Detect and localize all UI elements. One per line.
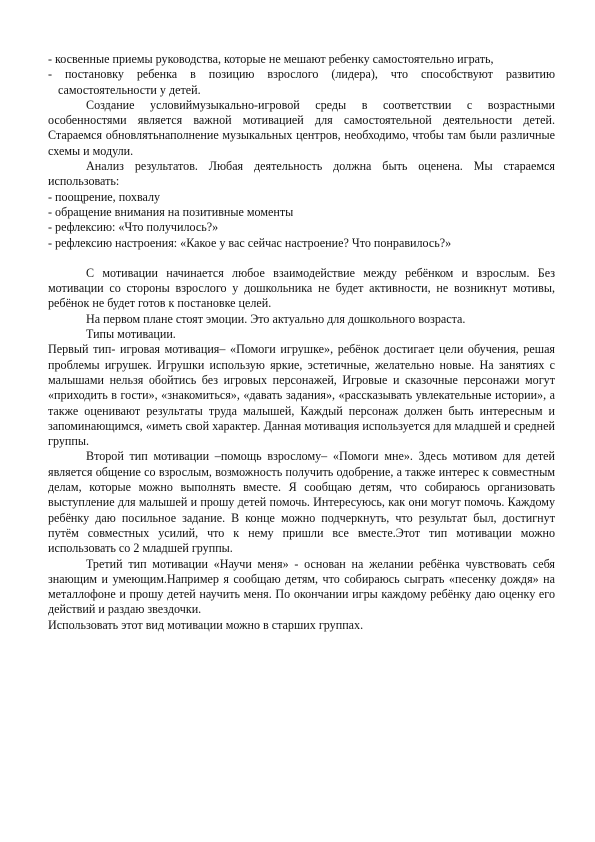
list-item: - рефлексию настроения: «Какое у вас сейчас настроение? Что понравилось?» — [48, 235, 452, 250]
list-item: - косвенные приемы руководства, которые не мешают ребенку самостоятельно играть, — [48, 52, 494, 66]
paragraph: На первом плане стоят эмоции. Это актуально для дошкольного возраста. — [86, 311, 466, 326]
list-item: - поощрение, похвалу — [48, 189, 161, 204]
paragraph: Третий тип мотивации «Научи меня» - основан на желании ребёнка чувствовать себя знающим и умеющим.Например я сообщаю детям, что собираюсь сыграть «песенку дождя» на металлофоне и прошу детей научить меня. По окончании игры каждому ребёнку даю оценку его действий и раздаю звездочки. — [48, 556, 555, 617]
paragraph: Создание условиймузыкально-игровой среды в соответствии с возрастными особенностями является важной мотивацией для самостоятельной деятельности детей. Стараемся обновлятьнаполнение музыкальных центров, необходимо, чтобы там были различные схемы и модули. — [48, 97, 555, 158]
paragraph: Первый тип- игровая мотивация– «Помоги игрушке», ребёнок достигает цели обучения, решая проблемы игрушек. Игрушки использую яркие, эстетичные, желательно новые. На занятиях с малышами нельзя обойтись без игровых персонажей, Игровые и сказочные персонажи могут «приходить в гости», «знакомиться», «давать задания», «рассказывать увлекательные истории», а также оценивают результаты труда малышей, Каждый персонаж должен быть интересным и запоминающимся, «иметь свой характер. Данная мотивация используется для младшей и средней группы. — [48, 342, 555, 449]
list-item: - обращение внимания на позитивные моменты — [48, 204, 294, 219]
paragraph: Использовать этот вид мотивации можно в старших группах. — [48, 617, 364, 632]
list-item: - постановку ребенка в позицию взрослого (лидера), что способствуют развитию самостоятельности у детей. — [48, 67, 555, 97]
paragraph: Второй тип мотивации –помощь взрослому– «Помоги мне». Здесь мотивом для детей является общение со взрослым, возможность получить одобрение, а также интерес к совместным делам, которые можно выполнять вместе. Я сообщаю детям, что собираюсь организовать выступление для малышей и прошу детей помочь. Интересуюсь, как они могут помочь. Каждому ребёнку даю посильное задание. В конце можно подчеркнуть, что результат был, достигнут путём совместных усилий, что к нему пришли все вместе.Этот тип мотивации можно использовать со 2 младшей группы. — [48, 449, 555, 556]
paragraph: Анализ результатов. Любая деятельность должна быть оценена. Мы стараемся использовать: — [48, 159, 555, 189]
paragraph: С мотивации начинается любое взаимодействие между ребёнком и взрослым. Без мотивации со стороны взрослого у дошкольника не будет активности, не возникнут мотивы, ребёнок не будет готов к постановке целей. — [48, 265, 555, 311]
section-heading: Типы мотивации. — [86, 327, 176, 342]
list-item: - рефлексию: «Что получилось?» — [48, 220, 219, 235]
document-page — [48, 52, 555, 633]
paragraph-spacer — [48, 251, 555, 266]
